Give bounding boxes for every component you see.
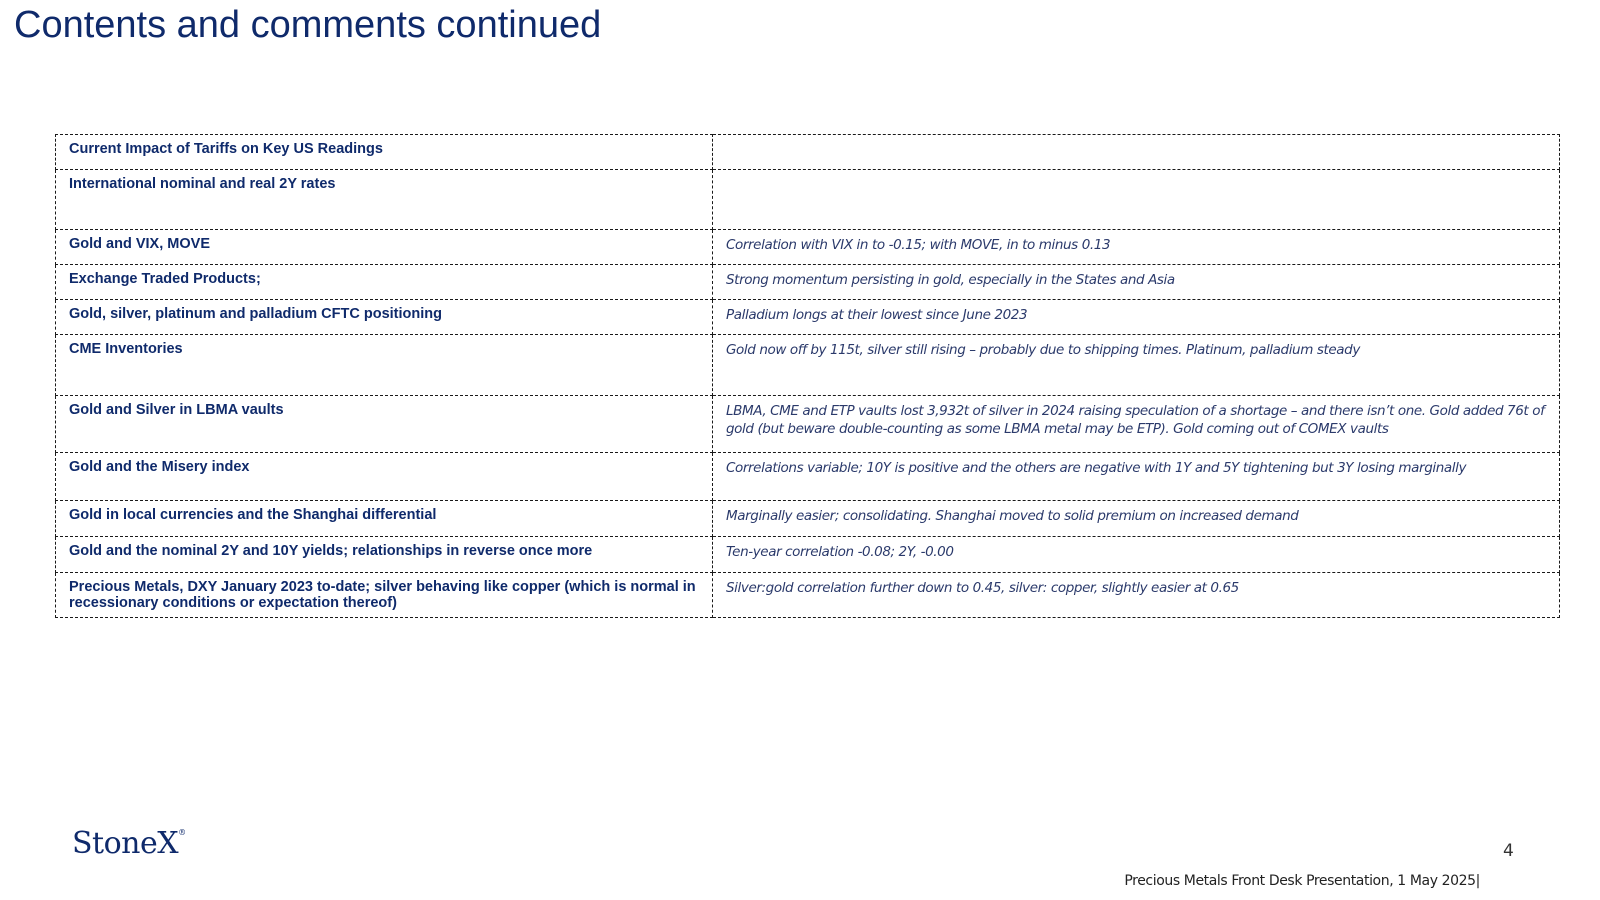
comment-cell: Correlation with VIX in to -0.15; with MOVE, in to minus 0.13 (713, 230, 1560, 265)
table-row (56, 230, 1560, 265)
topic-cell: CME Inventories (56, 335, 713, 396)
comment-cell: Gold now off by 115t, silver still rising – probably due to shipping times. Platinum, palladium steady (713, 335, 1560, 396)
table-row (56, 170, 1560, 230)
comment-cell (713, 135, 1560, 170)
topic-cell: Current Impact of Tariffs on Key US Readings (56, 135, 713, 170)
table-row (56, 135, 1560, 170)
comment-cell: Strong momentum persisting in gold, especially in the States and Asia (713, 265, 1560, 300)
comment-cell (713, 170, 1560, 230)
topic-cell: Exchange Traded Products; (56, 265, 713, 300)
contents-table (55, 134, 1560, 618)
topic-cell: Gold and the nominal 2Y and 10Y yields; relationships in reverse once more (56, 537, 713, 573)
comment-cell: Palladium longs at their lowest since June 2023 (713, 300, 1560, 335)
topic-cell: Gold and Silver in LBMA vaults (56, 396, 713, 453)
presentation-footer: Precious Metals Front Desk Presentation, 1 May 2025| (1124, 873, 1480, 889)
topic-cell: Gold and VIX, MOVE (56, 230, 713, 265)
comment-cell: LBMA, CME and ETP vaults lost 3,932t of silver in 2024 raising speculation of a shortage – and there isn’t one. Gold added 76t of gold (but beware double-counting as some LBMA metal may be ETP). Gold coming out of COMEX vaults (713, 396, 1560, 453)
table-row (56, 300, 1560, 335)
stonex-logo (72, 826, 186, 861)
topic-cell: Gold in local currencies and the Shanghai differential (56, 501, 713, 537)
topic-cell: Gold, silver, platinum and palladium CFTC positioning (56, 300, 713, 335)
table-row (56, 573, 1560, 618)
registered-mark: ® (178, 828, 186, 837)
table-row (56, 537, 1560, 573)
logo-wordmark: StoneX (72, 826, 179, 861)
table-row (56, 265, 1560, 300)
page-title: Contents and comments continued (14, 4, 602, 46)
table-row (56, 335, 1560, 396)
table-row (56, 501, 1560, 537)
topic-cell: International nominal and real 2Y rates (56, 170, 713, 230)
table-row (56, 453, 1560, 501)
table-row (56, 396, 1560, 453)
comment-cell: Silver:gold correlation further down to 0.45, silver: copper, slightly easier at 0.65 (713, 573, 1560, 618)
topic-cell: Gold and the Misery index (56, 453, 713, 501)
comment-cell: Ten-year correlation -0.08; 2Y, -0.00 (713, 537, 1560, 573)
page-number: 4 (1503, 841, 1514, 861)
topic-cell: Precious Metals, DXY January 2023 to-date; silver behaving like copper (which is normal in recessionary conditions or expectation thereof) (56, 573, 713, 618)
comment-cell: Marginally easier; consolidating. Shanghai moved to solid premium on increased demand (713, 501, 1560, 537)
comment-cell: Correlations variable; 10Y is positive and the others are negative with 1Y and 5Y tightening but 3Y losing marginally (713, 453, 1560, 501)
